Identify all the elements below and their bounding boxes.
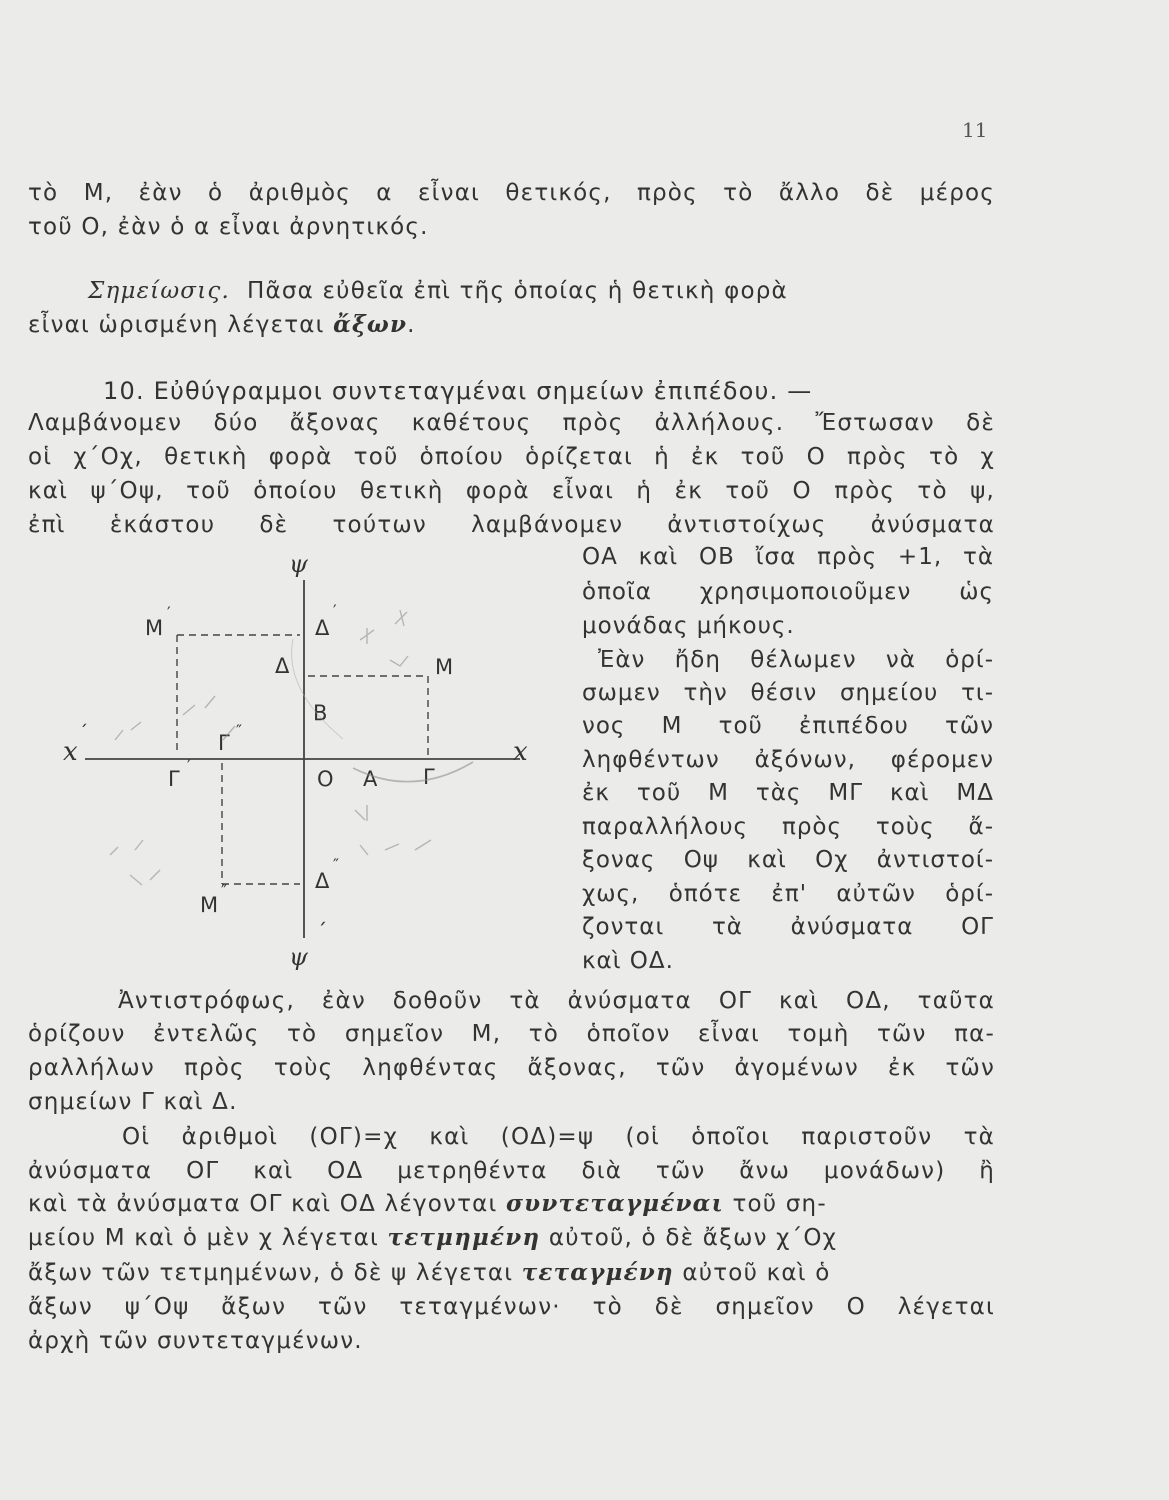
label-a: Α [363,767,378,791]
label-g1-prime: ′ [187,756,191,775]
section-line2: οἱ χ΄Οχ, θετικὴ φορὰ τοῦ ὁποίου ὁρίζεται ἡ ἐκ τοῦ Ο πρὸς τὸ χ [28,444,995,470]
label-m1-prime: ′ [167,603,171,622]
label-d2: Δ [315,869,330,893]
note-term: ἄξων [333,311,408,338]
label-psi-prime-mark: ΄ [317,919,327,943]
final-line5 [28,1258,830,1288]
final-line5-b: αὐτοῦ καὶ ὁ [682,1260,831,1286]
label-m1: Μ [145,616,164,640]
note-label: Σημείωσις. [88,278,231,304]
right-col-line7: ληφθέντων ἀξόνων, φέρομεν [582,747,994,773]
term-syntetagmenai: συντεταγμέναι [506,1190,724,1217]
final-line4-b: αὐτοῦ, ὁ δὲ ἄξων χ΄Οχ [548,1225,838,1251]
final-line2: ἀνύσματα ΟΓ καὶ ΟΔ μετρηθέντα διὰ τῶν ἄνω μονάδων) ἢ [28,1158,995,1184]
right-col-line8: ἐκ τοῦ Μ τὰς ΜΓ καὶ ΜΔ [582,780,994,806]
note-line2-end: . [407,312,416,338]
final-line6: ἄξων ψ΄Οψ ἄξων τῶν τεταγμένων· τὸ δὲ σημεῖον Ο λέγεται [28,1294,995,1320]
right-col-line9: παραλλήλους πρὸς τοὺς ἄ- [582,814,994,840]
final-line7: ἀρχὴ τῶν συντεταγμένων. [28,1328,363,1354]
page-number: 11 [962,118,988,142]
paragraph1-line1: τὸ M, ἐὰν ὁ ἀριθμὸς α εἶναι θετικός, πρὸς τὸ ἄλλο δὲ μέρος [28,180,995,206]
right-col-line6: νος Μ τοῦ ἐπιπέδου τῶν [582,713,994,739]
section-line3: καὶ ψ΄Οψ, τοῦ ὁποίου θετικὴ φορὰ εἶναι ἡ ἐκ τοῦ Ο πρὸς τὸ ψ, [28,478,995,504]
term-tetmimeni: τετμημένη [387,1224,541,1251]
right-col-line3: μονάδας μήκους. [582,613,795,639]
right-col-line1: ΟΑ καὶ ΟΒ ἴσα πρὸς +1, τὰ [582,544,994,570]
right-col-line13: καὶ ΟΔ. [582,948,674,974]
after-fig-line1: Ἀντιστρόφως, ἐὰν δοθοῦν τὰ ἀνύσματα ΟΓ καὶ ΟΔ, ταῦτα [118,988,995,1014]
term-tetagmeni: τεταγμένη [521,1259,674,1286]
label-m2-prime: ″ [221,881,227,900]
label-m2: Μ [200,893,219,917]
final-line3-b: τοῦ ση- [732,1191,827,1217]
label-d1-prime: ′ [333,601,337,620]
final-line3 [28,1189,827,1219]
label-g2: Γ [218,731,230,755]
right-col-line12: ζονται τὰ ἀνύσματα ΟΓ [582,914,994,940]
note-line1-text: Πᾶσα εὐθεῖα ἐπὶ τῆς ὁποίας ἡ θετικὴ φορὰ [247,278,788,304]
label-psi-prime: ψ [289,943,308,971]
note-line1 [88,276,995,306]
right-col-line4: Ἐὰν ἤδη θέλωμεν νὰ ὁρί- [598,647,994,673]
coordinate-figure [55,550,555,990]
after-fig-line2: ὁρίζουν ἐντελῶς τὸ σημεῖον Μ, τὸ ὁποῖον εἶναι τομὴ τῶν πα- [28,1021,995,1047]
label-psi: ψ [289,550,308,578]
section-heading: 10. Εὐθύγραμμοι συντεταγμέναι σημείων ἐπιπέδου. — [103,377,813,405]
label-g: Γ [423,765,435,789]
right-col-line5: σωμεν τὴν θέσιν σημείου τι- [582,680,994,706]
after-fig-line3: ραλλήλων πρὸς τοὺς ληφθέντας ἄξονας, τῶν ἀγομένων ἐκ τῶν [28,1055,995,1081]
paragraph1-line2: τοῦ Ο, ἐὰν ὁ α εἶναι ἀρνητικός. [28,214,429,240]
label-x-prime: x [63,737,78,767]
section-line4: ἐπὶ ἑκάστου δὲ τούτων λαμβάνομεν ἀντιστοίχως ἀνύσματα [28,512,995,538]
label-x-prime-mark: ΄ [79,722,88,743]
final-line4 [28,1223,837,1253]
label-x: x [513,737,528,767]
right-col-line2: ὁποῖα χρησιμοποιοῦμεν ὡς [582,579,994,605]
label-g1: Γ [168,767,180,791]
final-line4-a: μείου Μ καὶ ὁ μὲν χ λέγεται [28,1225,379,1251]
after-fig-line4: σημείων Γ καὶ Δ. [28,1089,238,1115]
label-o: Ο [317,767,334,791]
label-d1: Δ [315,616,330,640]
label-b: Β [313,701,328,725]
label-g2-prime: ″ [236,721,242,740]
final-line1: Οἱ ἀριθμοὶ (ΟΓ)=χ καὶ (ΟΔ)=ψ (οἱ ὁποῖοι παριστοῦν τὰ [122,1124,995,1150]
right-col-line11: χως, ὁπότε ἐπ' αὐτῶν ὁρί- [582,881,994,907]
final-line3-a: καὶ τὰ ἀνύσματα ΟΓ καὶ ΟΔ λέγονται [28,1191,498,1217]
label-d2-prime: ″ [333,855,339,874]
final-line5-a: ἄξων τῶν τετμημένων, ὁ δὲ ψ λέγεται [28,1260,514,1286]
note-line2-text: εἶναι ὡρισμένη λέγεται [28,312,325,338]
label-d: Δ [275,654,290,678]
right-col-line10: ξονας Οψ καὶ Οχ ἀντιστοί- [582,847,994,873]
label-m: Μ [435,655,454,679]
section-line1: Λαμβάνομεν δύο ἄξονας καθέτους πρὸς ἀλλήλους. Ἔστωσαν δὲ [28,410,995,436]
note-line2 [28,310,416,340]
